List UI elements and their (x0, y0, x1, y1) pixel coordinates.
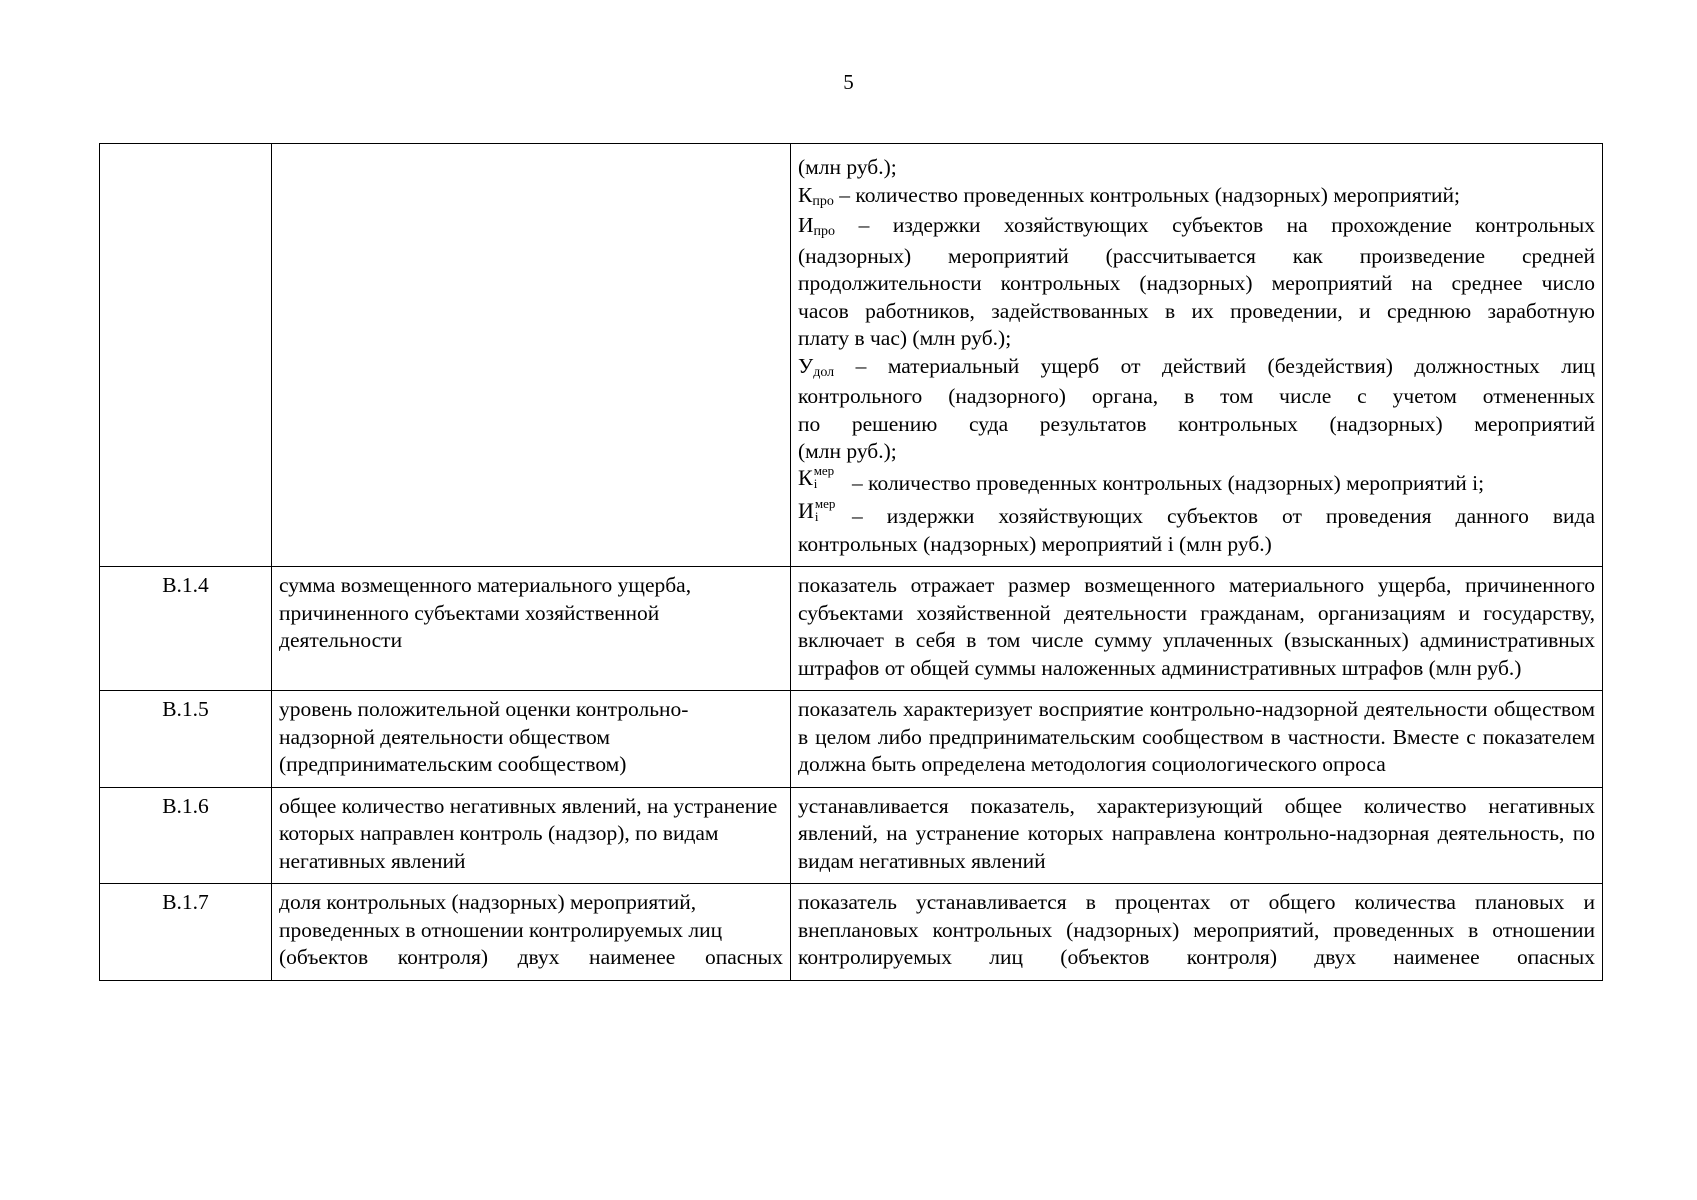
table-row-continuation (100, 144, 1603, 567)
symbol-kpro: Кпро (798, 182, 834, 209)
indicator-description: показатель характеризует восприятие контрольно-надзорной деятельности обществом в целом либо предпринимательским сообществом в частности. Вместе с показателем должна быть определена методология социологического опроса (791, 691, 1603, 788)
page-number: 5 (843, 70, 854, 94)
legend-imer: И мер i – издержки хозяйствующих субъектов от проведения данного вида контрольных (надзорных) мероприятий i (млн руб.) (798, 496, 1595, 556)
legend-udol: Удол – материальный ущерб от действий (бездействия) должностных лиц контрольного (надзорного) органа, в том числе с учетом отмененных по решению суда результатов контрольных (надзорных) мероприятий (млн руб.); (798, 353, 1595, 463)
symbol-ipro: Ипро (798, 213, 836, 239)
cell-name-empty (272, 144, 791, 567)
legend-ipro: Ипро – издержки хозяйствующих субъектов на прохождение контрольных (надзорных) мероприятий (рассчитывается как произведение средней продолжительности контрольных (надзорных) мероприятий на среднее число часов работников, задействованных в их проведении, и среднюю заработную плату в час) (млн руб.); (798, 213, 1596, 350)
table-row (100, 787, 1603, 884)
indicators-table (99, 143, 1603, 981)
indicator-description: показатель устанавливается в процентах от общего количества плановых и внеплановых контрольных (надзорных) мероприятий, проведенных в отношении контролируемых лиц (объектов контроля) двух наименее опасных (791, 884, 1603, 981)
indicator-name: доля контрольных (надзорных) мероприятий, проведенных в отношении контролируемых лиц (объектов контроля) двух наименее опасных (272, 884, 791, 981)
indicator-code: В.1.4 (100, 567, 272, 691)
indicator-code: В.1.7 (100, 884, 272, 981)
symbol-kmer: К мер i (798, 462, 835, 491)
indicator-code: В.1.5 (100, 691, 272, 788)
symbol-udol: Удол (798, 353, 835, 380)
table-row (100, 691, 1603, 788)
symbol-imer: И мер i (798, 496, 836, 524)
indicator-description: показатель отражает размер возмещенного материального ущерба, причиненного субъектами хозяйственной деятельности гражданам, организациям и государству, включает в себя в том числе сумму уплаченных (взысканных) административных штрафов от общей суммы наложенных административных штрафов (млн руб.) (791, 567, 1603, 691)
indicator-description: устанавливается показатель, характеризующий общее количество негативных явлений, на устранение которых направлена контрольно-надзорная деятельность, по видам негативных явлений (791, 787, 1603, 884)
indicator-code: В.1.6 (100, 787, 272, 884)
indicator-name: уровень положительной оценки контрольно-надзорной деятельности обществом (предпринимательским сообществом) (272, 691, 791, 788)
indicator-name: общее количество негативных явлений, на устранение которых направлен контроль (надзор), по видам негативных явлений (272, 787, 791, 884)
legend-unit-line: (млн руб.); (798, 155, 897, 179)
cell-formula-legend (791, 144, 1603, 567)
cell-code-empty (100, 144, 272, 567)
indicator-name: сумма возмещенного материального ущерба, причиненного субъектами хозяйственной деятельности (272, 567, 791, 691)
legend-kmer: К мер i – количество проведенных контрольных (надзорных) мероприятий i; (798, 462, 1485, 495)
legend-kpro: Кпро – количество проведенных контрольных (надзорных) мероприятий; (798, 182, 1460, 209)
table-row (100, 567, 1603, 691)
table-row (100, 884, 1603, 981)
